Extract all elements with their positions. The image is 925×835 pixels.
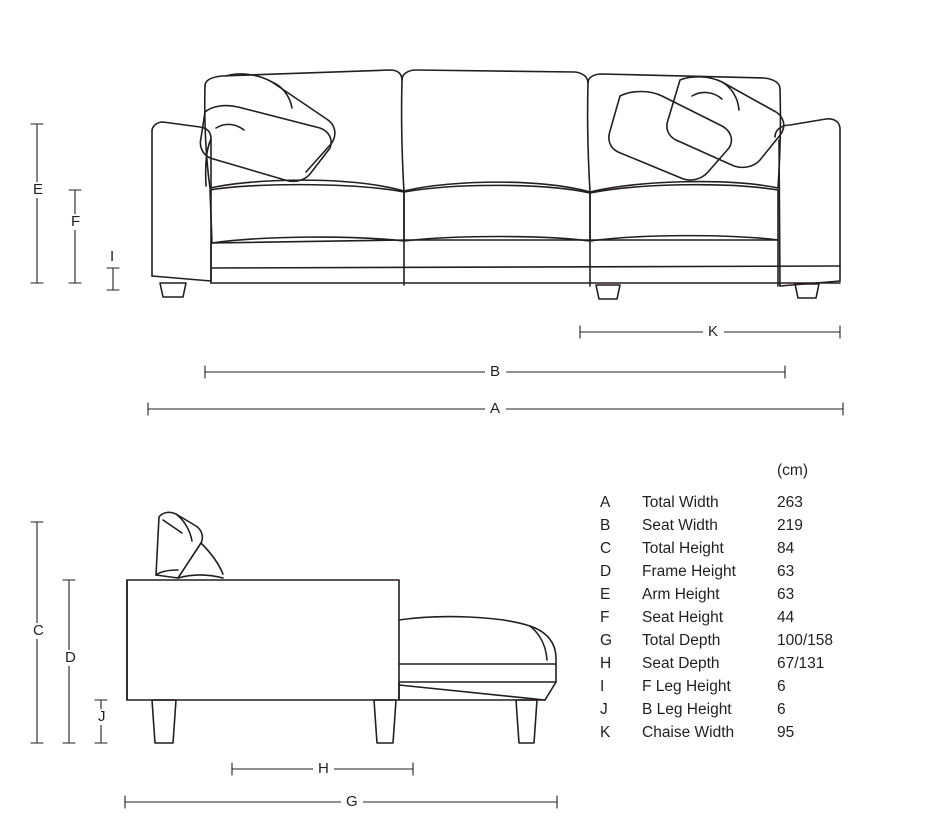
table-row bbox=[600, 494, 900, 517]
table-row bbox=[600, 563, 900, 586]
spec-value: 84 bbox=[777, 540, 795, 557]
table-row bbox=[600, 678, 900, 701]
table-row bbox=[600, 517, 900, 540]
spec-key: G bbox=[600, 632, 613, 649]
spec-value: 6 bbox=[777, 701, 786, 718]
table-row bbox=[600, 724, 900, 747]
spec-value: 63 bbox=[777, 563, 795, 580]
spec-key: B bbox=[600, 517, 611, 534]
side-view-dimension-lines bbox=[31, 522, 557, 808]
dim-label-B: B bbox=[485, 364, 506, 380]
spec-name: Arm Height bbox=[642, 586, 720, 603]
spec-name: Seat Depth bbox=[642, 655, 720, 672]
dim-label-K: K bbox=[703, 324, 724, 340]
spec-value: 95 bbox=[777, 724, 795, 741]
spec-key: C bbox=[600, 540, 612, 557]
dim-label-G: G bbox=[341, 794, 363, 810]
table-row bbox=[600, 632, 900, 655]
spec-name: Total Width bbox=[642, 494, 719, 511]
spec-key: D bbox=[600, 563, 612, 580]
table-row bbox=[600, 586, 900, 609]
table-row bbox=[600, 609, 900, 632]
spec-name: Chaise Width bbox=[642, 724, 735, 741]
front-view-sofa bbox=[152, 70, 840, 299]
spec-name: F Leg Height bbox=[642, 678, 731, 695]
specification-table bbox=[600, 462, 900, 747]
spec-key: F bbox=[600, 609, 610, 626]
spec-key: E bbox=[600, 586, 611, 603]
table-row bbox=[600, 701, 900, 724]
dim-label-A: A bbox=[485, 401, 506, 417]
unit-label: (cm) bbox=[777, 462, 808, 479]
spec-key: H bbox=[600, 655, 612, 672]
dim-label-E: E bbox=[28, 182, 49, 198]
dim-label-J: J bbox=[93, 709, 111, 725]
spec-name: Total Height bbox=[642, 540, 724, 557]
spec-value: 219 bbox=[777, 517, 803, 534]
spec-name: Frame Height bbox=[642, 563, 736, 580]
spec-name: Seat Width bbox=[642, 517, 718, 534]
spec-value: 263 bbox=[777, 494, 803, 511]
dim-label-C: C bbox=[28, 623, 49, 639]
dim-label-D: D bbox=[60, 650, 81, 666]
table-row bbox=[600, 540, 900, 563]
spec-value: 67/131 bbox=[777, 655, 825, 672]
spec-name: Seat Height bbox=[642, 609, 723, 626]
side-view-sofa bbox=[127, 512, 556, 743]
spec-key: J bbox=[600, 701, 608, 718]
dim-label-I: I bbox=[105, 249, 120, 265]
dim-label-H: H bbox=[313, 761, 334, 777]
table-row bbox=[600, 655, 900, 678]
spec-value: 44 bbox=[777, 609, 795, 626]
spec-key: A bbox=[600, 494, 611, 511]
spec-name: Total Depth bbox=[642, 632, 721, 649]
spec-value: 63 bbox=[777, 586, 795, 603]
spec-name: B Leg Height bbox=[642, 701, 732, 718]
spec-value: 100/158 bbox=[777, 632, 834, 649]
spec-value: 6 bbox=[777, 678, 786, 695]
dim-label-F: F bbox=[66, 214, 86, 230]
spec-key: I bbox=[600, 678, 605, 695]
spec-key: K bbox=[600, 724, 611, 741]
